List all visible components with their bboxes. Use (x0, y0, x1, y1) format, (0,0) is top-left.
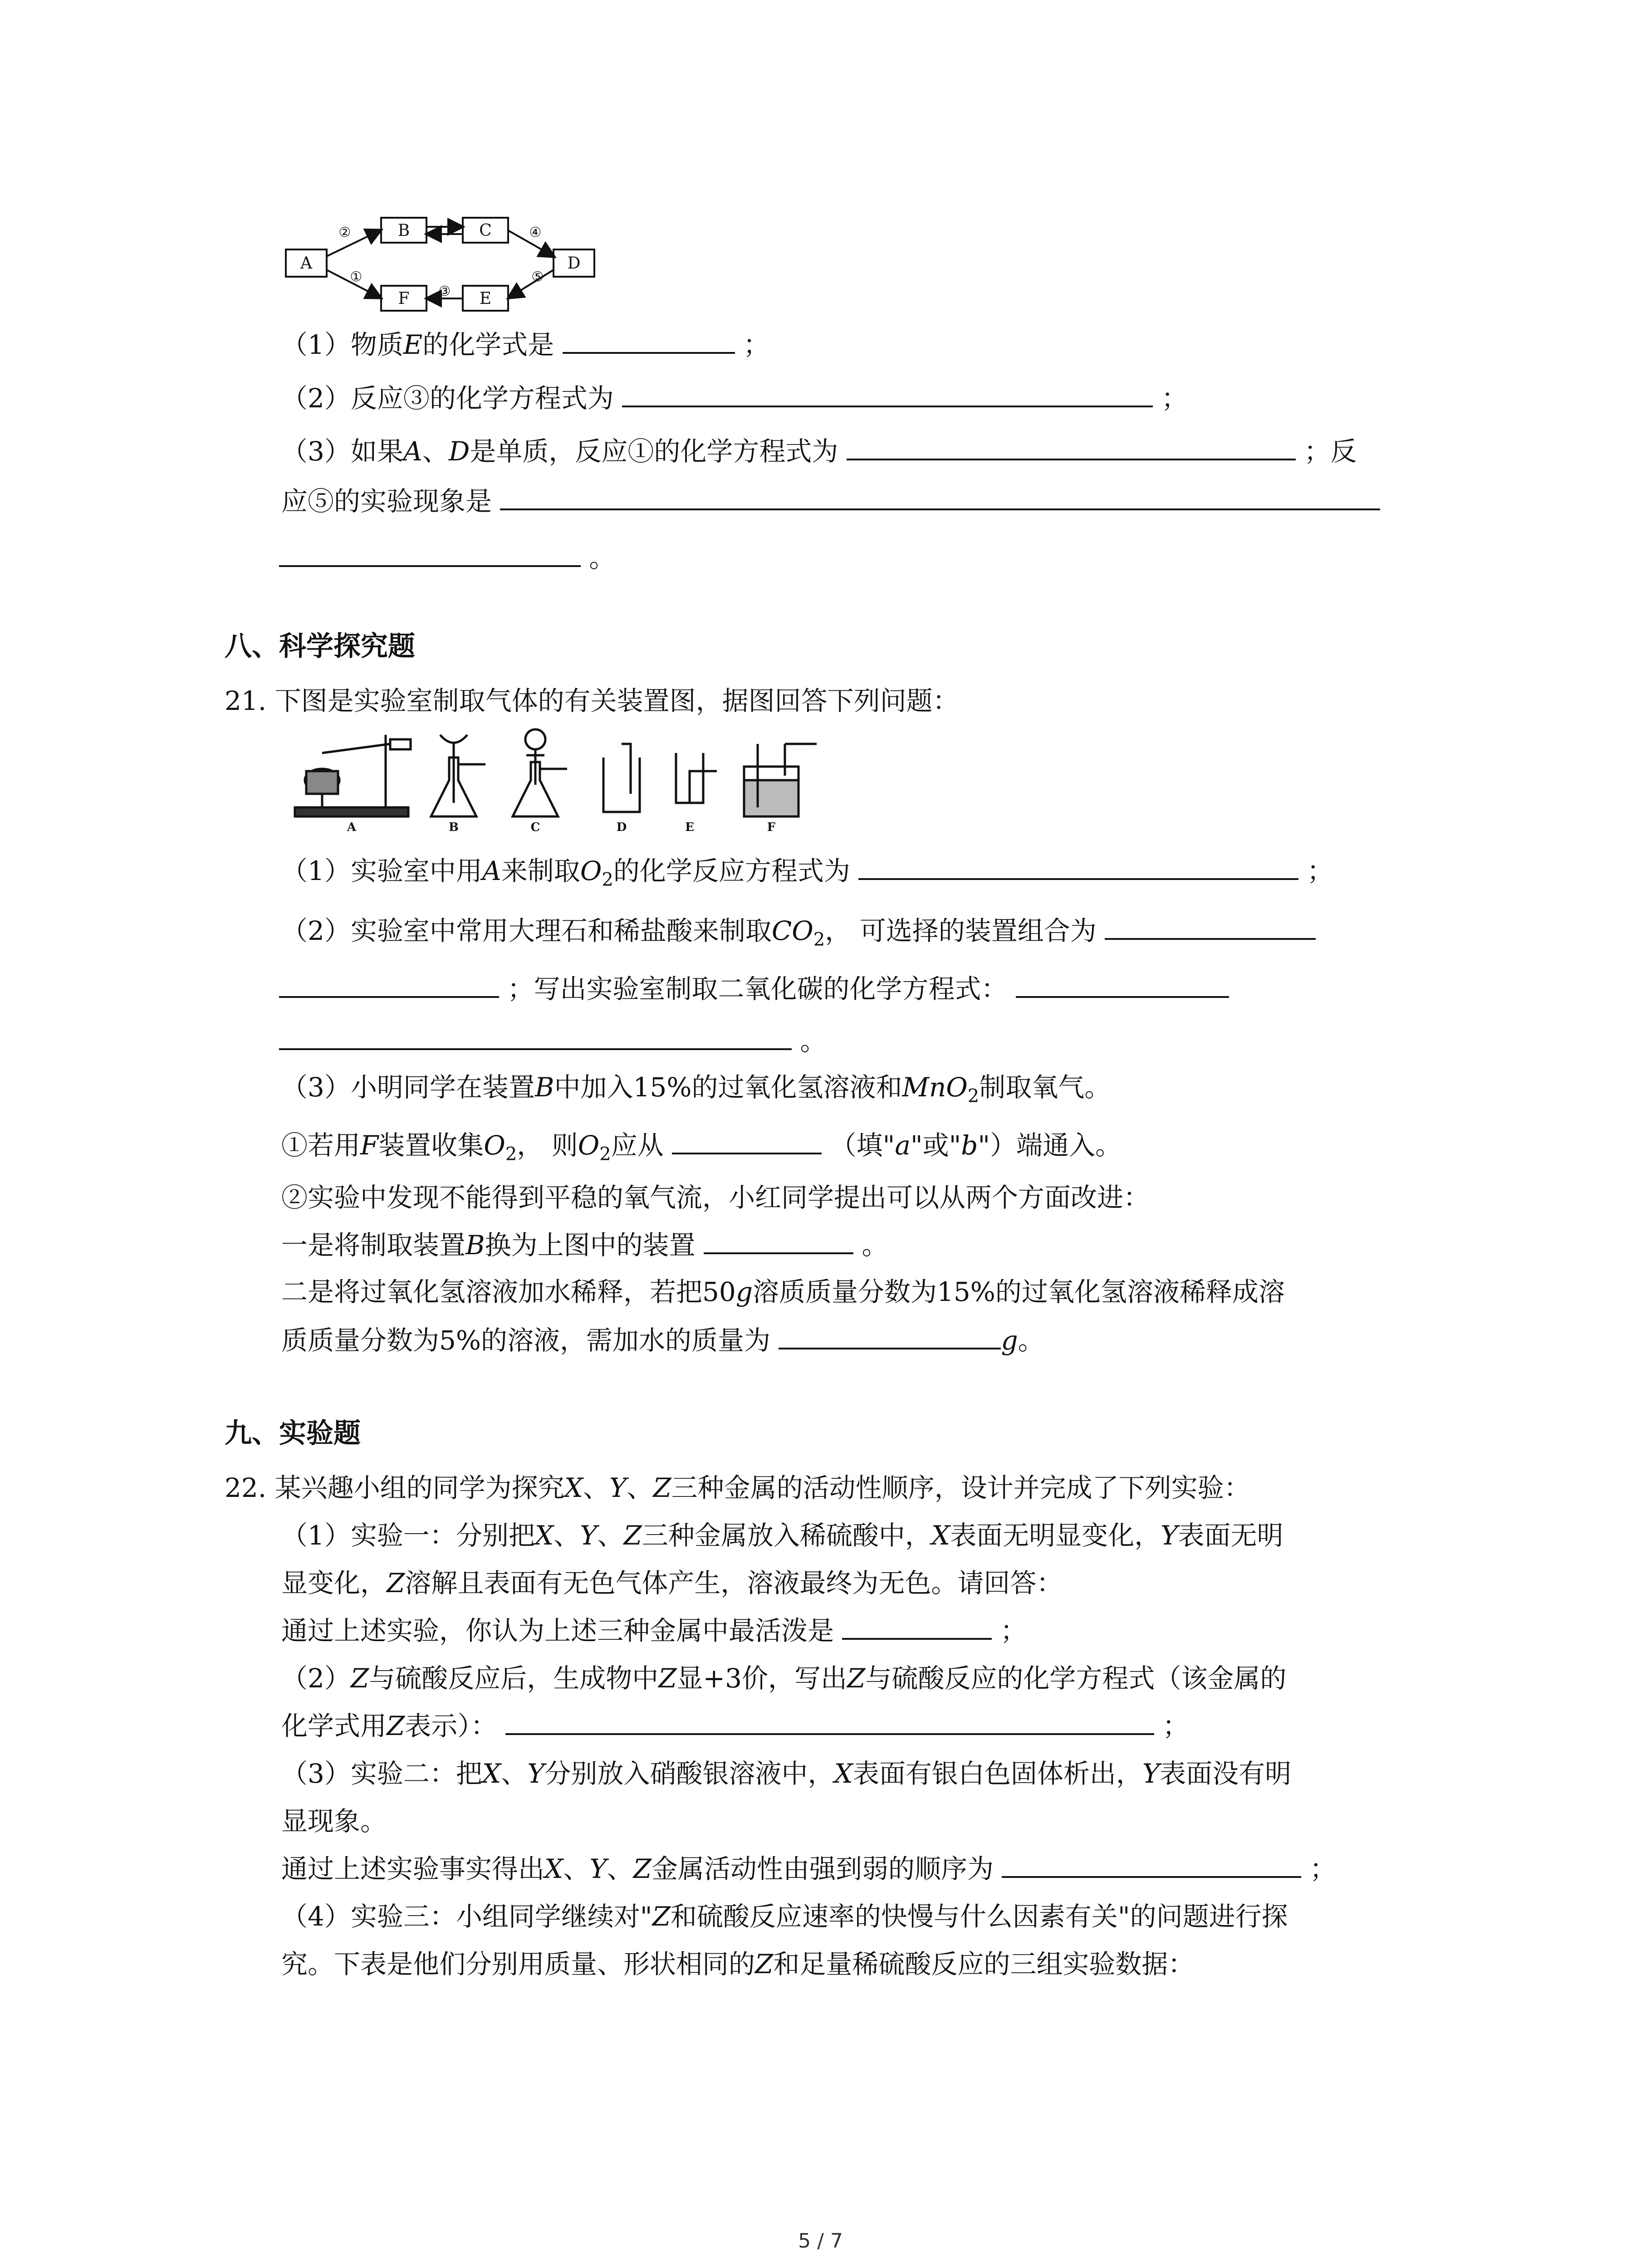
q20-sub3: （3）如果A、D是单质，反应①的化学方程式为 ；反 (281, 433, 1357, 469)
node-d: D (567, 254, 581, 273)
answer-blank[interactable] (1002, 1852, 1301, 1878)
edge-label-1: ① (350, 269, 362, 285)
node-c: C (479, 221, 492, 240)
answer-blank[interactable] (563, 327, 735, 354)
answer-blank[interactable] (842, 1613, 992, 1640)
section-8-heading: 八、科学探究题 (225, 631, 415, 662)
q20-sub2: （2）反应③的化学方程式为 ； (281, 380, 1188, 416)
q20-sub3-line2: 应⑤的实验现象是 (281, 483, 1380, 519)
q21-part1: ①若用F装置收集$O_2$， 则$O_2$应从 （填"a"或"b"）端通入。 (281, 1127, 1122, 1173)
q21-part5: 质质量分数为5%的溶液，需加水的质量为 g。 (281, 1322, 1044, 1359)
answer-blank[interactable] (279, 1024, 792, 1050)
q21-part3: 一是将制取装置B换为上图中的装置 。 (281, 1227, 888, 1263)
q20-sub1: （1）物质E的化学式是 ； (281, 327, 769, 363)
node-f: F (398, 289, 410, 308)
node-a: A (300, 254, 312, 273)
answer-blank[interactable] (1105, 914, 1316, 940)
edge-label-3: ③ (438, 284, 451, 299)
answer-blank[interactable] (847, 434, 1296, 460)
answer-blank[interactable] (779, 1323, 1001, 1349)
q22-sub2-line2: 化学式用Z表示）： ； (281, 1708, 1189, 1744)
answer-blank[interactable] (622, 381, 1153, 407)
apparatus-label-a: A (347, 821, 357, 834)
answer-blank[interactable] (500, 484, 1380, 510)
q21-sub2: （2）实验室中常用大理石和稀盐酸来制取$CO_2$， 可选择的装置组合为 (281, 913, 1316, 958)
edge-label-5: ⑤ (531, 269, 544, 285)
answer-blank[interactable] (279, 972, 499, 998)
q22-sub4-line2: 究。下表是他们分别用质量、形状相同的Z和足量稀硫酸反应的三组实验数据： (281, 1949, 1195, 1980)
q22-sub1-line3: 通过上述实验，你认为上述三种金属中最活泼是 ； (281, 1613, 1027, 1649)
answer-blank[interactable] (1016, 972, 1229, 998)
q22-sub1-line2: 显变化，Z溶解且表面有无色气体产生，溶液最终为无色。请回答： (281, 1568, 1063, 1598)
apparatus-label-c: C (530, 821, 540, 834)
answer-blank[interactable] (672, 1128, 822, 1154)
section-9-heading: 九、实验题 (225, 1418, 361, 1449)
answer-blank[interactable] (279, 541, 581, 567)
node-b: B (397, 221, 410, 240)
q21-sub1: （1）实验室中用A来制取$O_2$的化学反应方程式为 ； (281, 853, 1333, 898)
q21-sub3: （3）小明同学在装置B中加入15%的过氧化氢溶液和MnO$_2$制取氧气。 (281, 1072, 1111, 1107)
q21-sub2-line3: 。 (279, 1023, 826, 1059)
apparatus-label-e: E (685, 821, 694, 834)
answer-blank[interactable] (858, 854, 1298, 880)
q22-sub1: （1）实验一：分别把X、Y、Z三种金属放入稀硫酸中，X表面无明显变化，Y表面无明 (281, 1520, 1283, 1551)
lab-apparatus-figure (286, 726, 876, 835)
answer-blank[interactable] (505, 1709, 1154, 1735)
q22-stem: 22. 某兴趣小组的同学为探究X、Y、Z三种金属的活动性顺序，设计并完成了下列实验： (225, 1472, 1250, 1503)
q22-sub2: （2）Z与硫酸反应后，生成物中Z显+3价，写出Z与硫酸反应的化学方程式（该金属的 (281, 1663, 1287, 1694)
edge-label-4: ④ (529, 225, 542, 240)
q22-sub3-line2: 显现象。 (281, 1806, 387, 1837)
apparatus-label-f: F (767, 821, 776, 834)
apparatus-label-b: B (449, 821, 459, 834)
q22-sub3: （3）实验二：把X、Y分别放入硝酸银溶液中，X表面有银白色固体析出，Y表面没有明 (281, 1758, 1292, 1789)
apparatus-label-d: D (616, 821, 627, 834)
q21-part4: 二是将过氧化氢溶液加水稀释，若把50g溶质质量分数为15%的过氧化氢溶液稀释成溶 (281, 1276, 1285, 1307)
q22-sub3-line3: 通过上述实验事实得出X、Y、Z金属活动性由强到弱的顺序为 ； (281, 1851, 1336, 1887)
q21-part2: ②实验中发现不能得到平稳的氧气流，小红同学提出可以从两个方面改进： (281, 1182, 1150, 1213)
edge-label-2: ② (338, 225, 351, 240)
reaction-network-diagram (281, 209, 599, 322)
q20-sub3-line3: 。 (279, 540, 615, 576)
node-e: E (479, 289, 492, 308)
answer-blank[interactable] (704, 1228, 853, 1254)
q21-sub2-line2: ；写出实验室制取二氧化碳的化学方程式： (279, 971, 1229, 1007)
page-number: 5 / 7 (798, 2229, 843, 2253)
q22-sub4: （4）实验三：小组同学继续对"Z和硫酸反应速率的快慢与什么因素有关"的问题进行探 (281, 1901, 1288, 1932)
q21-stem: 21. 下图是实验室制取气体的有关装置图，据图回答下列问题： (225, 685, 959, 716)
